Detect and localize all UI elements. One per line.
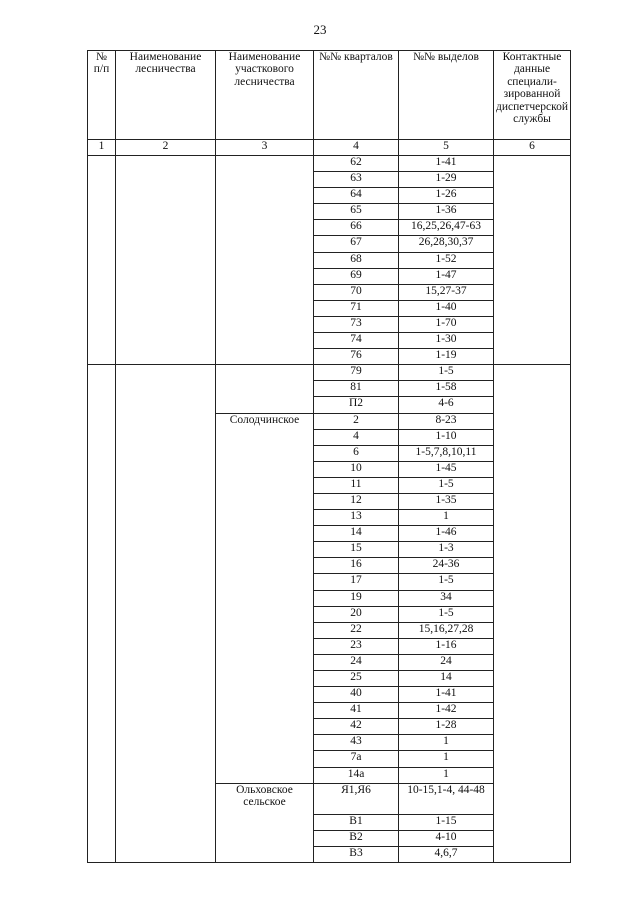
plots-cell: 1-16 (399, 638, 494, 654)
header-row (88, 51, 571, 140)
plots-cell: 1-15 (399, 814, 494, 830)
district-cell (216, 365, 314, 413)
plots-cell: 1-5 (399, 477, 494, 493)
quarter-cell: 81 (314, 381, 399, 397)
quarter-cell: 64 (314, 188, 399, 204)
plots-cell: 8-23 (399, 413, 494, 429)
quarter-cell: 15 (314, 542, 399, 558)
quarter-cell: 11 (314, 477, 399, 493)
plots-cell: 1-5 (399, 574, 494, 590)
column-number: 4 (314, 140, 399, 156)
quarter-cell: 70 (314, 284, 399, 300)
quarter-cell: П2 (314, 397, 399, 413)
quarter-cell: 66 (314, 220, 399, 236)
quarter-cell: 14 (314, 526, 399, 542)
forestry-table (87, 50, 571, 863)
quarter-cell: 76 (314, 349, 399, 365)
table-row (88, 156, 571, 172)
quarter-cell: 4 (314, 429, 399, 445)
plots-cell: 1-70 (399, 316, 494, 332)
column-number: 2 (116, 140, 216, 156)
plots-cell: 1 (399, 510, 494, 526)
quarter-cell: 69 (314, 268, 399, 284)
quarter-cell: 73 (314, 316, 399, 332)
quarter-cell: 41 (314, 703, 399, 719)
quarter-cell: В2 (314, 830, 399, 846)
quarter-cell: 23 (314, 638, 399, 654)
plots-cell: 16,25,26,47-63 (399, 220, 494, 236)
plots-cell: 1 (399, 735, 494, 751)
quarter-cell: 71 (314, 300, 399, 316)
plots-cell: 34 (399, 590, 494, 606)
quarter-cell: 6 (314, 445, 399, 461)
quarter-cell: 79 (314, 365, 399, 381)
plots-cell: 1-29 (399, 172, 494, 188)
contacts-cell (494, 365, 571, 863)
contacts-cell (494, 156, 571, 365)
quarter-cell: 40 (314, 687, 399, 703)
column-number-row (88, 140, 571, 156)
plots-cell: 24-36 (399, 558, 494, 574)
column-number: 5 (399, 140, 494, 156)
plots-cell: 1-3 (399, 542, 494, 558)
plots-cell: 1-45 (399, 461, 494, 477)
quarter-cell: 20 (314, 606, 399, 622)
quarter-cell: 2 (314, 413, 399, 429)
quarter-cell: 68 (314, 252, 399, 268)
plots-cell: 1-30 (399, 333, 494, 349)
plots-cell: 1-5,7,8,10,11 (399, 445, 494, 461)
forestry-cell (116, 156, 216, 365)
quarter-cell: 16 (314, 558, 399, 574)
plots-cell: 10-15,1-4, 44-48 (399, 783, 494, 814)
plots-cell: 24 (399, 654, 494, 670)
plots-cell: 1-28 (399, 719, 494, 735)
plots-cell: 1-47 (399, 268, 494, 284)
column-number: 6 (494, 140, 571, 156)
page-number: 23 (313, 22, 327, 37)
plots-cell: 1-40 (399, 300, 494, 316)
plots-cell: 1-10 (399, 429, 494, 445)
plots-cell: 1 (399, 751, 494, 767)
quarter-cell: 13 (314, 510, 399, 526)
quarter-cell: 12 (314, 493, 399, 509)
plots-cell: 26,28,30,37 (399, 236, 494, 252)
quarter-cell: В1 (314, 814, 399, 830)
plots-cell: 1-58 (399, 381, 494, 397)
plots-cell: 1-5 (399, 606, 494, 622)
header-plots: №№ выделов (399, 51, 494, 140)
plots-cell: 15,16,27,28 (399, 622, 494, 638)
plots-cell: 1-46 (399, 526, 494, 542)
plots-cell: 1-41 (399, 687, 494, 703)
plots-cell: 4-10 (399, 830, 494, 846)
header-district: Наименование участкового лесничества (216, 51, 314, 140)
quarter-cell: 63 (314, 172, 399, 188)
plots-cell: 1-36 (399, 204, 494, 220)
num-cell (88, 156, 116, 365)
quarter-cell: 25 (314, 671, 399, 687)
header-forestry: Наименование лесничества (116, 51, 216, 140)
quarter-cell: В3 (314, 846, 399, 862)
quarter-cell: 14а (314, 767, 399, 783)
header-quarters: №№ кварталов (314, 51, 399, 140)
quarter-cell: 24 (314, 654, 399, 670)
plots-cell: 14 (399, 671, 494, 687)
quarter-cell: 22 (314, 622, 399, 638)
quarter-cell: 10 (314, 461, 399, 477)
column-number: 1 (88, 140, 116, 156)
district-cell-olkhovskoe: Ольховское сельское (216, 783, 314, 862)
plots-cell: 1 (399, 767, 494, 783)
plots-cell: 1-35 (399, 493, 494, 509)
quarter-cell: 74 (314, 333, 399, 349)
plots-cell: 1-42 (399, 703, 494, 719)
plots-cell: 1-26 (399, 188, 494, 204)
plots-cell: 1-41 (399, 156, 494, 172)
district-cell-solodchinskoe: Солодчинское (216, 413, 314, 783)
district-cell (216, 156, 314, 365)
quarter-cell: 19 (314, 590, 399, 606)
table-row (88, 365, 571, 381)
plots-cell: 4,6,7 (399, 846, 494, 862)
quarter-cell: 65 (314, 204, 399, 220)
quarter-cell: 67 (314, 236, 399, 252)
plots-cell: 1-52 (399, 252, 494, 268)
forestry-cell (116, 365, 216, 863)
quarter-cell: 43 (314, 735, 399, 751)
header-contacts: Контактные данные специали-зированной диспетчерской службы (494, 51, 571, 140)
header-num: № п/п (88, 51, 116, 140)
plots-cell: 1-19 (399, 349, 494, 365)
quarter-cell: Я1,Я6 (314, 783, 399, 814)
plots-cell: 15,27-37 (399, 284, 494, 300)
quarter-cell: 62 (314, 156, 399, 172)
plots-cell: 4-6 (399, 397, 494, 413)
quarter-cell: 42 (314, 719, 399, 735)
num-cell (88, 365, 116, 863)
column-number: 3 (216, 140, 314, 156)
quarter-cell: 7а (314, 751, 399, 767)
quarter-cell: 17 (314, 574, 399, 590)
plots-cell: 1-5 (399, 365, 494, 381)
